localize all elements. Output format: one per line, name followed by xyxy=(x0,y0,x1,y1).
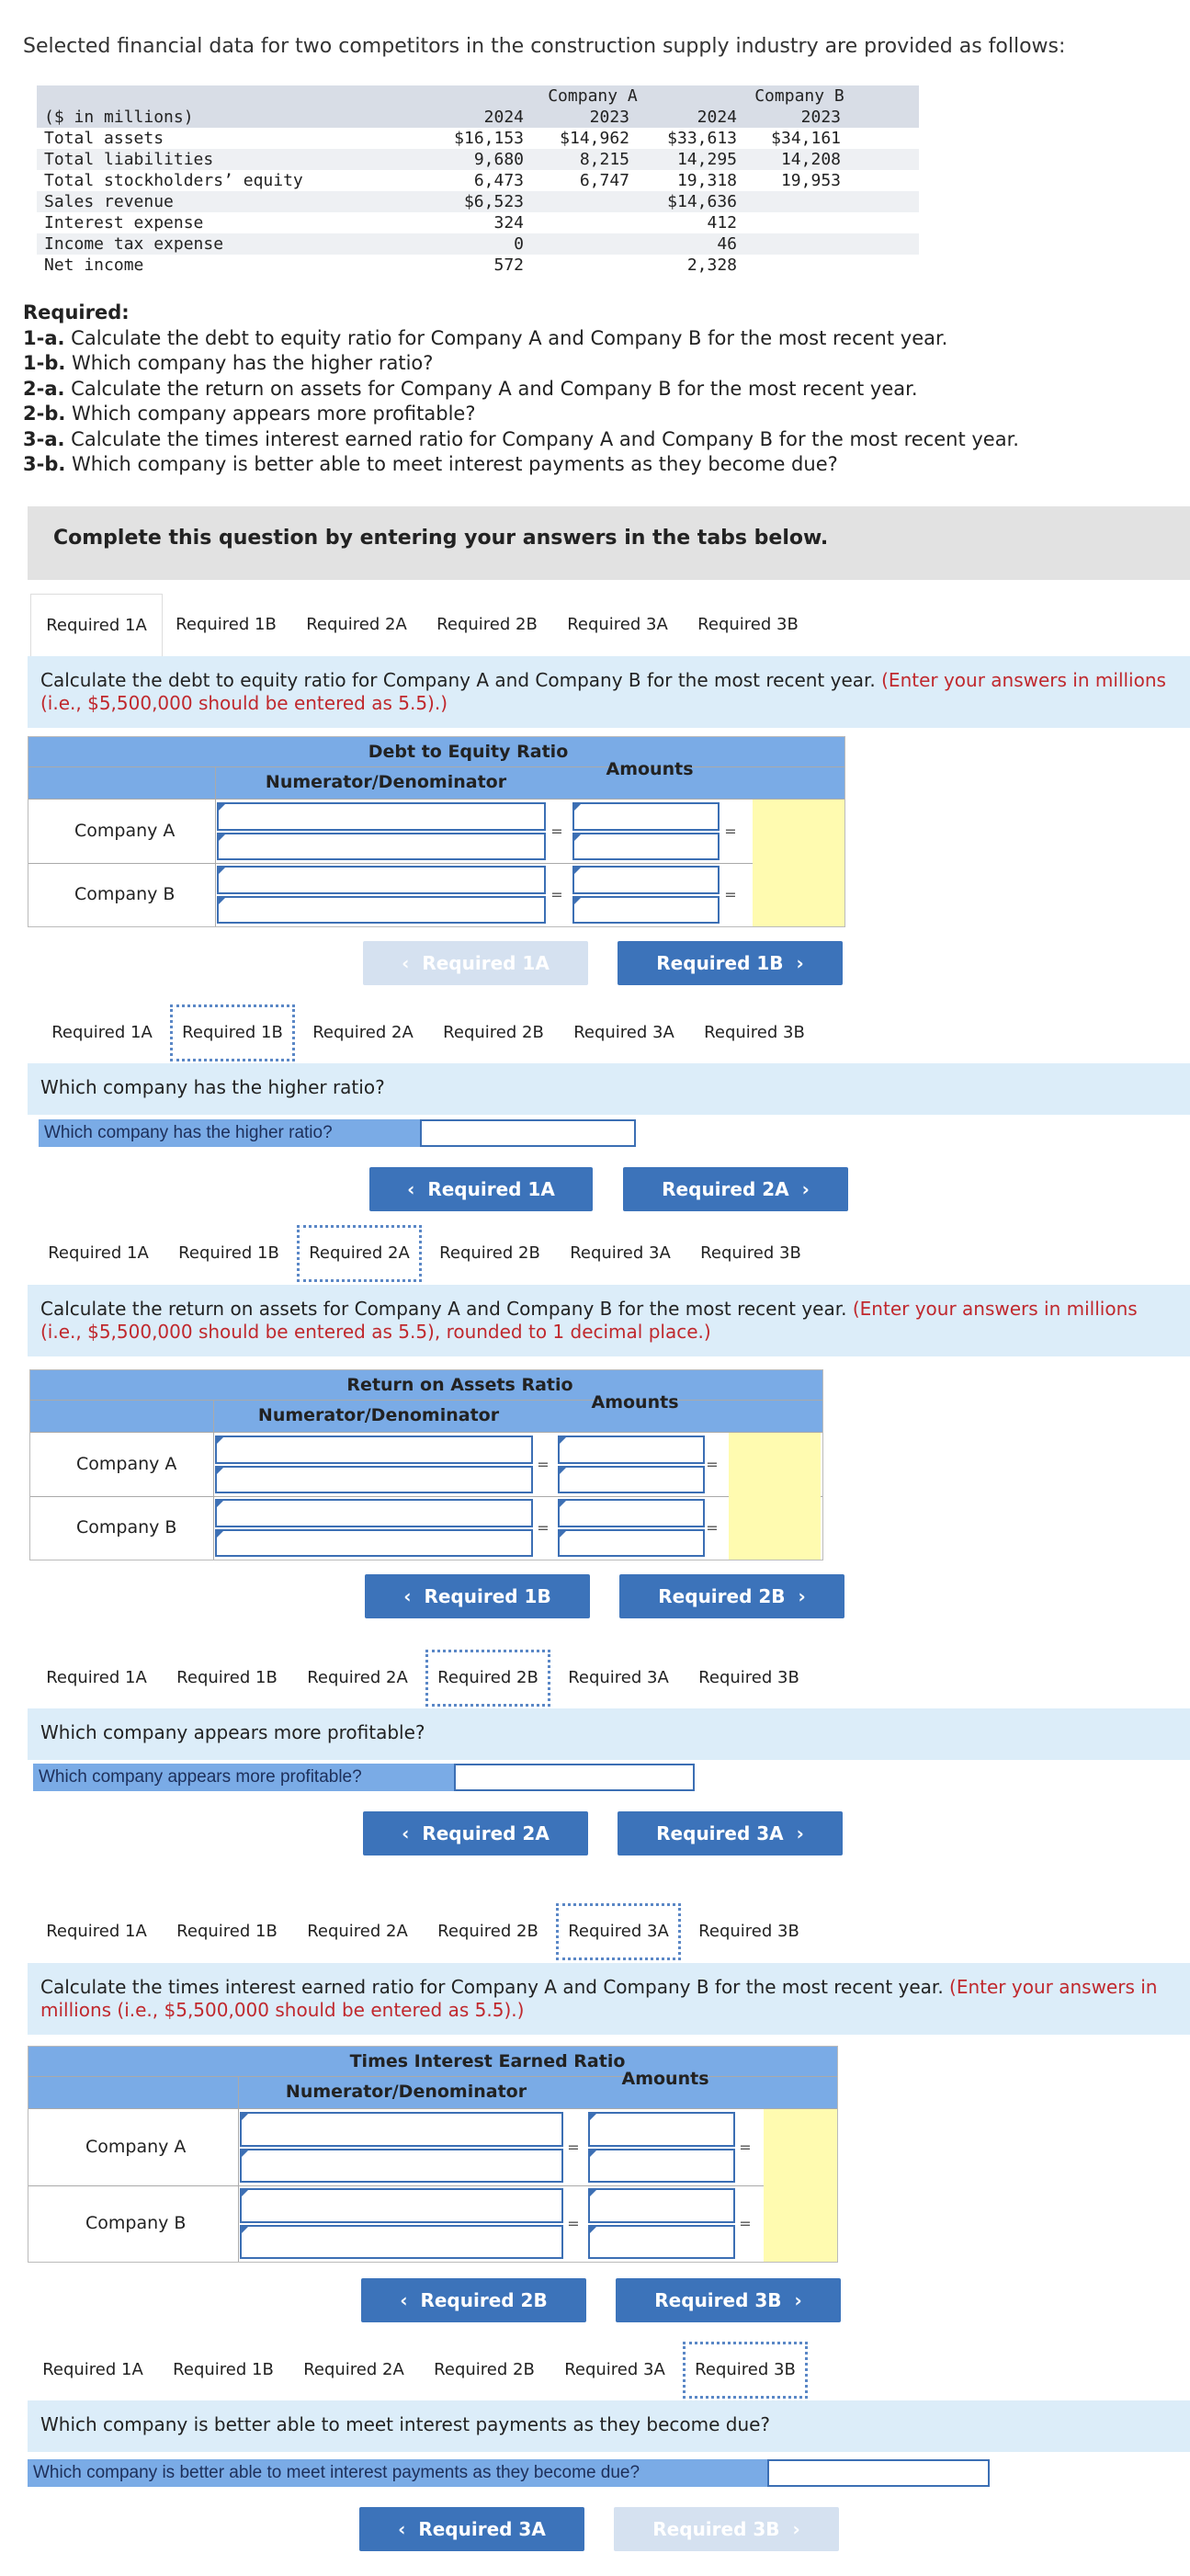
tab-required-3a[interactable]: Required 3A xyxy=(573,1023,674,1042)
ratio-result xyxy=(753,800,844,863)
header-row-years xyxy=(37,107,919,128)
chevron-right-icon: › xyxy=(794,2289,802,2311)
tab-required-1b[interactable]: Required 1B xyxy=(176,1922,278,1941)
table-cell: 6,473 xyxy=(473,171,524,190)
required-item xyxy=(23,351,1019,377)
equals-sign: = xyxy=(706,1518,719,1537)
chevron-right-icon: › xyxy=(792,2518,800,2540)
table-cell: $34,161 xyxy=(771,129,841,148)
tab-required-3b[interactable]: Required 3B xyxy=(680,2339,810,2401)
table-row xyxy=(37,233,919,255)
required-text: Calculate the return on assets for Company A and Company B for the most recent year. xyxy=(64,377,918,400)
equals-sign: = xyxy=(724,822,737,840)
tab-required-3a[interactable]: Required 3A xyxy=(553,1901,684,1963)
tab-bar xyxy=(30,594,949,656)
question-text xyxy=(28,1708,1190,1760)
tab-bar xyxy=(31,1901,950,1963)
required-item xyxy=(23,326,1019,352)
next-button-label: Required 2B xyxy=(658,1585,786,1607)
column-header: Amounts xyxy=(606,759,694,779)
next-button[interactable] xyxy=(623,1167,848,1211)
prev-button-label: Required 1B xyxy=(424,1585,551,1607)
prev-button-label: Required 3A xyxy=(418,2518,546,2540)
table-cell: 14,295 xyxy=(676,150,737,169)
question-label: Which company is better able to meet interest payments as they become due? xyxy=(40,2413,771,2435)
chevron-right-icon: › xyxy=(801,1178,810,1200)
instructions-banner xyxy=(28,506,1190,580)
numerator-amount-input[interactable] xyxy=(558,1499,705,1527)
equals-sign: = xyxy=(739,2138,752,2156)
tab-required-1a[interactable]: Required 1A xyxy=(48,1243,149,1263)
equals-sign: = xyxy=(739,2214,752,2232)
denominator-amount-input[interactable] xyxy=(572,896,720,925)
tab-bar xyxy=(28,2339,946,2401)
table-cell: 2,328 xyxy=(686,255,737,275)
row-label-company-a: Company A xyxy=(76,1453,177,1474)
prev-button[interactable] xyxy=(369,1167,593,1211)
required-tag: 2-a. xyxy=(23,377,65,400)
tab-required-3b[interactable]: Required 3B xyxy=(697,615,799,634)
numerator-input[interactable] xyxy=(215,1436,533,1464)
tab-required-2a[interactable]: Required 2A xyxy=(312,1023,414,1042)
table-cell: 19,953 xyxy=(780,171,841,190)
chevron-left-icon: ‹ xyxy=(400,2289,408,2311)
table-cell: 6,747 xyxy=(579,171,629,190)
table-cell: 46 xyxy=(717,234,737,254)
year-header: 2023 xyxy=(589,108,629,127)
next-button-label: Required 3B xyxy=(654,2289,782,2311)
column-header: Numerator/Denominator xyxy=(257,1405,500,1425)
answer-input[interactable] xyxy=(420,1119,636,1147)
prev-button[interactable] xyxy=(365,1574,590,1618)
row-label: Sales revenue xyxy=(44,192,174,211)
denominator-amount-input[interactable] xyxy=(558,1529,705,1558)
row-label-company-a: Company A xyxy=(85,2136,187,2157)
chevron-left-icon: ‹ xyxy=(402,1822,410,1844)
row-label-company-b: Company B xyxy=(74,883,176,904)
tab-required-3b[interactable]: Required 3B xyxy=(698,1922,799,1941)
answer-label: Which company appears more profitable? xyxy=(33,1764,454,1791)
table-cell: $33,613 xyxy=(667,129,737,148)
tab-required-2b[interactable]: Required 2B xyxy=(437,1922,538,1941)
denominator-amount-input[interactable] xyxy=(588,2225,735,2260)
instruction-text xyxy=(28,1285,1190,1356)
ratio-result xyxy=(729,1433,821,1496)
banner-text: Complete this question by entering your answers in the tabs below. xyxy=(53,527,829,550)
tab-required-2a[interactable]: Required 2A xyxy=(307,1668,408,1687)
table-row xyxy=(37,149,919,170)
numerator-input[interactable] xyxy=(240,2188,563,2223)
tab-required-3a[interactable]: Required 3A xyxy=(570,1243,671,1263)
required-tag: 1-b. xyxy=(23,352,66,374)
tab-required-2b[interactable]: Required 2B xyxy=(423,1647,553,1709)
instruction-note: (Enter your answers in millions (i.e., $5,500,000 should be entered as 5.5).) xyxy=(40,1976,1158,2021)
equals-sign: = xyxy=(567,2138,580,2156)
table-cell: $6,523 xyxy=(463,192,524,211)
table-cell: 14,208 xyxy=(780,150,841,169)
financial-table xyxy=(37,85,919,276)
tab-required-1b[interactable]: Required 1B xyxy=(173,2360,274,2379)
next-button[interactable] xyxy=(618,1811,843,1855)
prev-button-label: Required 1A xyxy=(422,952,550,974)
tab-required-1b[interactable]: Required 1B xyxy=(176,1668,278,1687)
next-button[interactable] xyxy=(614,2507,839,2551)
table-row xyxy=(37,191,919,212)
ratio-table-title: Debt to Equity Ratio xyxy=(368,742,569,762)
equals-sign: = xyxy=(537,1518,550,1537)
answer-label: Which company has the higher ratio? xyxy=(39,1119,420,1147)
tab-required-3a[interactable]: Required 3A xyxy=(564,2360,665,2379)
year-header: 2024 xyxy=(697,108,737,127)
denominator-input[interactable] xyxy=(217,833,546,861)
denominator-input[interactable] xyxy=(240,2225,563,2260)
required-tag: 1-a. xyxy=(23,326,65,349)
tab-required-1a[interactable]: Required 1A xyxy=(46,1922,147,1941)
ratio-table-title: Return on Assets Ratio xyxy=(346,1375,573,1395)
next-button-label: Required 1B xyxy=(656,952,784,974)
chevron-right-icon: › xyxy=(796,1822,804,1844)
chevron-left-icon: ‹ xyxy=(403,1585,412,1607)
table-row xyxy=(37,212,919,233)
answer-input[interactable] xyxy=(767,2459,990,2487)
next-button[interactable] xyxy=(619,1574,844,1618)
ratio-table-title: Times Interest Earned Ratio xyxy=(349,2051,626,2071)
company-b-header: Company B xyxy=(694,85,905,108)
question-label: Which company appears more profitable? xyxy=(40,1721,425,1743)
required-tag: 3-b. xyxy=(23,453,66,475)
table-row xyxy=(37,128,919,149)
tab-required-3b[interactable]: Required 3B xyxy=(700,1243,801,1263)
ratio-result xyxy=(764,2185,837,2262)
next-button-label: Required 3B xyxy=(652,2518,780,2540)
instruction-text xyxy=(28,1963,1190,2035)
required-item xyxy=(23,377,1019,403)
instruction-main: Calculate the times interest earned ratio for Company A and Company B for the most recent year. xyxy=(40,1976,950,1998)
ratio-result xyxy=(764,2109,837,2185)
required-text: Calculate the times interest earned ratio for Company A and Company B for the most recent year. xyxy=(64,427,1019,450)
tab-required-3a[interactable]: Required 3A xyxy=(568,1668,669,1687)
chevron-right-icon: › xyxy=(798,1585,806,1607)
question-text xyxy=(28,1063,1190,1115)
next-button[interactable] xyxy=(616,2278,841,2322)
table-cell: 9,680 xyxy=(473,150,524,169)
column-header: Numerator/Denominator xyxy=(265,772,507,792)
numerator-amount-input[interactable] xyxy=(588,2112,735,2147)
numerator-amount-input[interactable] xyxy=(572,866,720,894)
table-cell: 324 xyxy=(493,213,524,233)
required-item xyxy=(23,452,1019,478)
tab-required-2b[interactable]: Required 2B xyxy=(434,2360,535,2379)
ratio-result xyxy=(729,1496,821,1560)
numerator-input[interactable] xyxy=(240,2112,563,2147)
tab-required-2a[interactable]: Required 2A xyxy=(307,1922,408,1941)
chevron-right-icon: › xyxy=(796,952,804,974)
instruction-note: (Enter your answers in millions (i.e., $5,500,000 should be entered as 5.5), rounded to 1 decimal place.) xyxy=(40,1298,1138,1343)
equals-sign: = xyxy=(724,885,737,903)
numerator-amount-input[interactable] xyxy=(588,2188,735,2223)
numerator-input[interactable] xyxy=(215,1499,533,1527)
row-label: Total liabilities xyxy=(44,150,214,169)
prev-button[interactable] xyxy=(363,1811,588,1855)
chevron-left-icon: ‹ xyxy=(407,1178,415,1200)
required-tag: 3-a. xyxy=(23,427,65,450)
tab-required-3b[interactable]: Required 3B xyxy=(704,1023,805,1042)
table-cell: 412 xyxy=(707,213,737,233)
prev-button[interactable] xyxy=(359,2507,584,2551)
required-text: Calculate the debt to equity ratio for Company A and Company B for the most recent year. xyxy=(64,326,948,349)
tab-required-3a[interactable]: Required 3A xyxy=(567,615,668,634)
denominator-amount-input[interactable] xyxy=(558,1466,705,1494)
tab-required-2a[interactable]: Required 2A xyxy=(303,2360,404,2379)
required-tag: 2-b. xyxy=(23,403,66,425)
tab-required-2a[interactable]: Required 2A xyxy=(306,615,407,634)
required-list xyxy=(23,301,1019,478)
tab-required-2a[interactable]: Required 2A xyxy=(294,1222,425,1285)
chevron-left-icon: ‹ xyxy=(402,952,410,974)
prev-button[interactable] xyxy=(363,941,588,985)
tab-required-3b[interactable]: Required 3B xyxy=(698,1668,799,1687)
ratio-table xyxy=(28,736,845,927)
required-text: Which company is better able to meet interest payments as they become due? xyxy=(65,453,838,475)
denominator-input[interactable] xyxy=(215,1466,533,1494)
instruction-text xyxy=(28,656,1190,728)
column-header: Amounts xyxy=(621,2069,709,2089)
denominator-input[interactable] xyxy=(240,2149,563,2184)
numerator-amount-input[interactable] xyxy=(572,802,720,831)
prev-button[interactable] xyxy=(361,2278,586,2322)
next-button[interactable] xyxy=(618,941,843,985)
denominator-amount-input[interactable] xyxy=(572,833,720,861)
row-label: Total stockholders’ equity xyxy=(44,171,303,190)
row-label-company-a: Company A xyxy=(74,820,176,841)
question-text xyxy=(28,2400,1190,2452)
year-header: 2023 xyxy=(800,108,841,127)
tab-required-1a[interactable]: Required 1A xyxy=(30,594,163,657)
prev-button-label: Required 2B xyxy=(420,2289,548,2311)
table-cell: 0 xyxy=(514,234,524,254)
denominator-input[interactable] xyxy=(217,896,546,925)
column-header: Numerator/Denominator xyxy=(285,2082,527,2102)
tab-required-1a[interactable]: Required 1A xyxy=(46,1668,147,1687)
numerator-input[interactable] xyxy=(217,802,546,831)
equals-sign: = xyxy=(537,1455,550,1473)
equals-sign: = xyxy=(706,1455,719,1473)
equals-sign: = xyxy=(550,885,563,903)
question-label: Which company has the higher ratio? xyxy=(40,1076,385,1098)
tab-required-2b[interactable]: Required 2B xyxy=(436,615,538,634)
numerator-amount-input[interactable] xyxy=(558,1436,705,1464)
required-item xyxy=(23,402,1019,427)
intro-text: Selected financial data for two competitors in the construction supply industry are provided as follows: xyxy=(23,35,1066,58)
equals-sign: = xyxy=(550,822,563,840)
header-row-companies xyxy=(37,85,919,107)
denominator-input[interactable] xyxy=(215,1529,533,1558)
table-cell: 8,215 xyxy=(579,150,629,169)
next-button-label: Required 2A xyxy=(662,1178,789,1200)
ratio-result xyxy=(753,863,844,926)
tab-bar xyxy=(31,1647,950,1709)
ratio-table xyxy=(29,1369,823,1560)
tab-required-2b[interactable]: Required 2B xyxy=(439,1243,540,1263)
column-header: Amounts xyxy=(591,1392,679,1413)
row-label-company-b: Company B xyxy=(85,2212,187,2233)
chevron-left-icon: ‹ xyxy=(398,2518,406,2540)
row-label-company-b: Company B xyxy=(76,1516,177,1538)
answer-label: Which company is better able to meet interest payments as they become due? xyxy=(28,2459,767,2487)
company-a-header: Company A xyxy=(487,85,698,108)
answer-input[interactable] xyxy=(454,1764,695,1791)
tab-required-1b[interactable]: Required 1B xyxy=(167,1002,298,1064)
required-item xyxy=(23,427,1019,453)
row-label: Income tax expense xyxy=(44,234,224,254)
ratio-table xyxy=(28,2046,838,2263)
tab-bar xyxy=(37,1002,956,1064)
table-cell: $16,153 xyxy=(454,129,524,148)
unit-label: ($ in millions) xyxy=(44,108,194,127)
denominator-amount-input[interactable] xyxy=(588,2149,735,2184)
table-cell: 19,318 xyxy=(676,171,737,190)
table-row xyxy=(37,170,919,191)
tab-required-2b[interactable]: Required 2B xyxy=(443,1023,544,1042)
required-text: Which company has the higher ratio? xyxy=(65,352,434,374)
required-text: Which company appears more profitable? xyxy=(65,403,476,425)
instruction-main: Calculate the debt to equity ratio for Company A and Company B for the most recent year. xyxy=(40,669,882,691)
year-header: 2024 xyxy=(483,108,524,127)
numerator-input[interactable] xyxy=(217,866,546,894)
tab-required-1a[interactable]: Required 1A xyxy=(51,1023,153,1042)
table-cell: $14,962 xyxy=(560,129,629,148)
tab-bar xyxy=(33,1222,952,1285)
row-label: Net income xyxy=(44,255,144,275)
instruction-note: (Enter your answers in millions (i.e., $5,500,000 should be entered as 5.5).) xyxy=(40,669,1166,714)
table-cell: $14,636 xyxy=(667,192,737,211)
table-row xyxy=(37,255,919,276)
prev-button-label: Required 2A xyxy=(422,1822,550,1844)
instruction-main: Calculate the return on assets for Company A and Company B for the most recent year. xyxy=(40,1298,853,1320)
tab-required-1a[interactable]: Required 1A xyxy=(42,2360,143,2379)
row-label: Total assets xyxy=(44,129,164,148)
prev-button-label: Required 1A xyxy=(427,1178,555,1200)
tab-required-1b[interactable]: Required 1B xyxy=(178,1243,279,1263)
required-heading: Required: xyxy=(23,301,130,323)
equals-sign: = xyxy=(567,2214,580,2232)
row-label: Interest expense xyxy=(44,213,204,233)
tab-required-1b[interactable]: Required 1B xyxy=(176,615,277,634)
next-button-label: Required 3A xyxy=(656,1822,784,1844)
table-cell: 572 xyxy=(493,255,524,275)
